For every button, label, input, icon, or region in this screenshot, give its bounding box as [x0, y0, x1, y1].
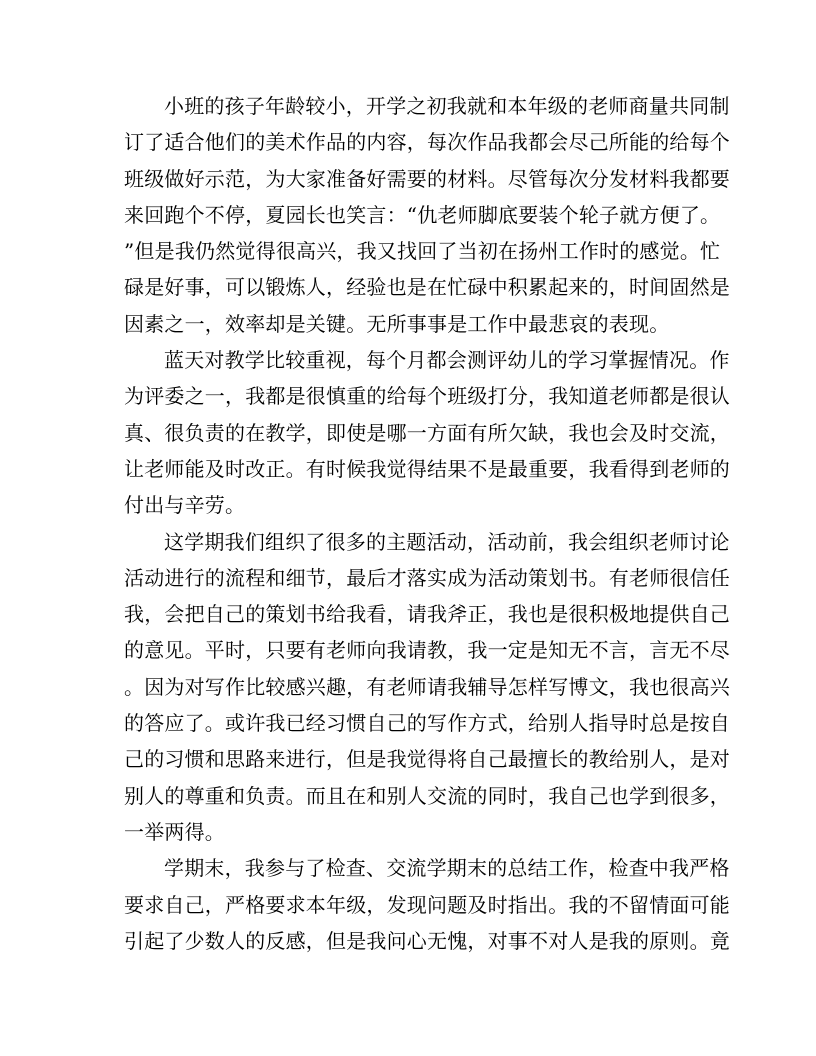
paragraph-1-line-6: 碌是好事，可以锻炼人，经验也是在忙碌中积累起来的，时间固然是: [124, 275, 730, 300]
paragraph-1-line-5: ”但是我仍然觉得很高兴，我又找回了当初在扬州工作时的感觉。忙: [124, 239, 721, 264]
paragraph-2-line-2: 为评委之一，我都是很慎重的给每个班级打分，我知道老师都是很认: [124, 384, 730, 409]
paragraph-3-line-8: 别人的尊重和负责。而且在和别人交流的同时，我自己也学到很多，: [124, 783, 730, 808]
paragraph-3-line-7: 己的习惯和思路来进行，但是我觉得将自己最擅长的教给别人，是对: [124, 747, 730, 772]
document-body: [124, 88, 730, 959]
paragraph-4-line-2: 要求自己，严格要求本年级，发现问题及时指出。我的不留情面可能: [124, 892, 730, 917]
paragraph-4-line-3: 引起了少数人的反感，但是我问心无愧，对事不对人是我的原则。竟: [124, 928, 730, 953]
paragraph-3-line-6: 的答应了。或许我已经习惯自己的写作方式，给别人指导时总是按自: [124, 711, 730, 736]
paragraph-4-line-1: 学期末，我参与了检查、交流学期末的总结工作，检查中我严格: [164, 856, 730, 881]
paragraph-2-line-1: 蓝天对教学比较重视，每个月都会测评幼儿的学习掌握情况。作: [164, 348, 730, 373]
paragraph-1-line-2: 订了适合他们的美术作品的内容，每次作品我都会尽己所能的给每个: [124, 130, 730, 155]
paragraph-1-line-4: 来回跑个不停，夏园长也笑言：“仇老师脚底要装个轮子就方便了。: [124, 202, 721, 227]
paragraph-3-line-1: 这学期我们组织了很多的主题活动，活动前，我会组织老师讨论: [164, 529, 730, 554]
paragraph-3-line-9: 一举两得。: [124, 819, 225, 844]
paragraph-2-line-4: 让老师能及时改正。有时候我觉得结果不是最重要，我看得到老师的: [124, 456, 730, 481]
paragraph-2-line-5: 付出与辛劳。: [124, 493, 246, 518]
paragraph-2-line-3: 真、很负责的在教学，即使是哪一方面有所欠缺，我也会及时交流，: [124, 420, 730, 445]
paragraph-1-line-3: 班级做好示范，为大家准备好需要的材料。尽管每次分发材料我都要: [124, 166, 730, 191]
paragraph-1-line-7: 因素之一，效率却是关键。无所事事是工作中最悲哀的表现。: [124, 311, 670, 336]
paragraph-3-line-3: 我，会把自己的策划书给我看，请我斧正，我也是很积极地提供自己: [124, 602, 730, 627]
paragraph-3-line-2: 活动进行的流程和细节，最后才落实成为活动策划书。有老师很信任: [124, 565, 730, 590]
paragraph-3-line-4: 的意见。平时，只要有老师向我请教，我一定是知无不言，言无不尽: [124, 638, 730, 663]
paragraph-3-line-5: 。因为对写作比较感兴趣，有老师请我辅导怎样写博文，我也很高兴: [124, 674, 730, 699]
paragraph-1-line-1: 小班的孩子年龄较小，开学之初我就和本年级的老师商量共同制: [164, 94, 730, 118]
